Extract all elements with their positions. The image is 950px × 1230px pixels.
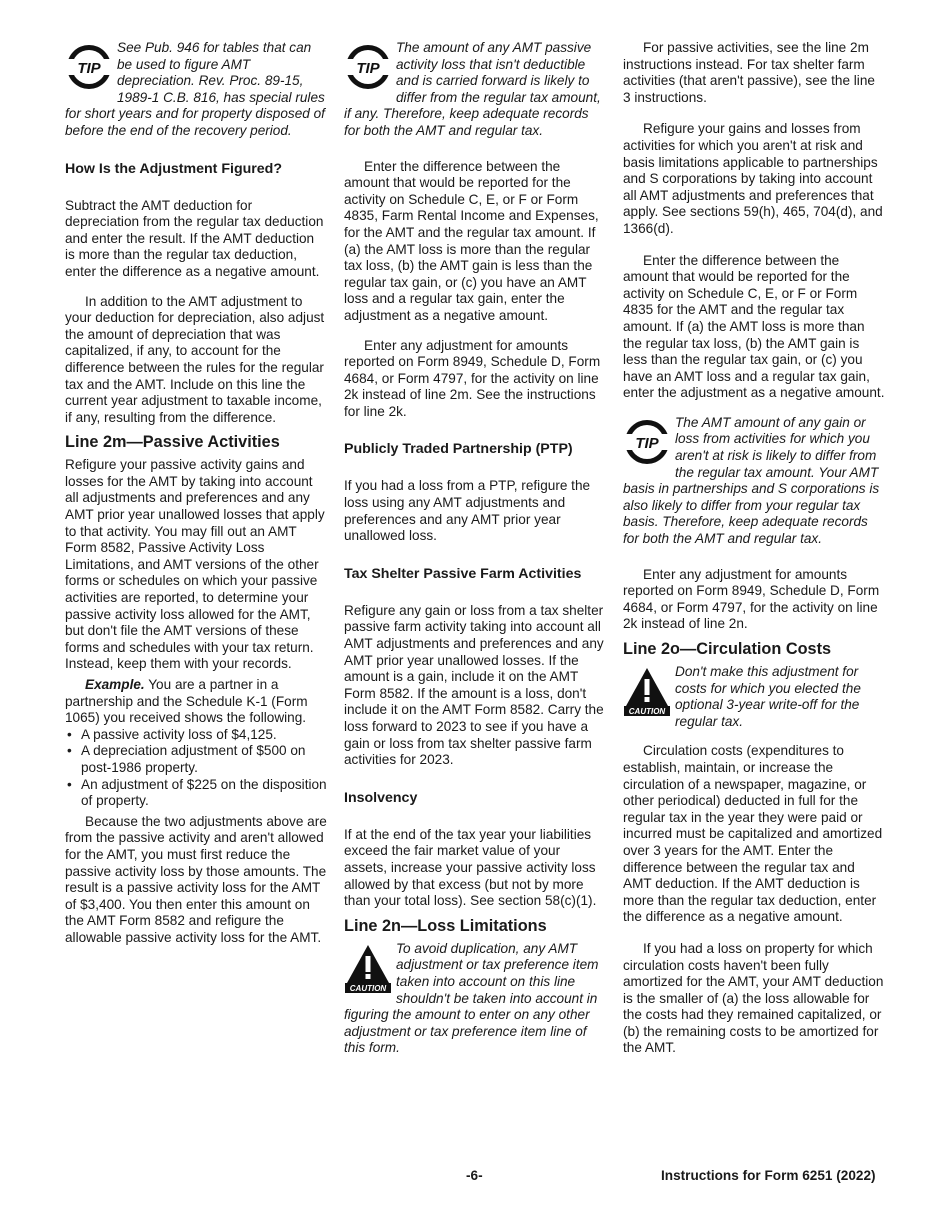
tip-note-passive-loss-records xyxy=(344,40,606,140)
paragraph: Enter any adjustment for amounts reported on Form 8949, Schedule D, Form 4684, or Form 4797, for the activity on line 2k instead of line 2n. xyxy=(623,566,880,632)
svg-text:TIP: TIP xyxy=(77,60,101,77)
footer-form-title: Instructions for Form 6251 (2022) xyxy=(661,1168,876,1183)
heading-tax-shelter-farm: Tax Shelter Passive Farm Activities xyxy=(344,565,582,582)
paragraph: If at the end of the tax year your liabilities exceed the fair market value of your assets, increase your passive activity loss allowed by that excess (but not by more than your total loss). See section 58(c)(1). xyxy=(344,826,597,909)
paragraph: Enter any adjustment for amounts reported on Form 8949, Schedule D, Form 4684, or Form 4797, for the activity on line 2k instead of line 2m. See the instructions for line 2k. xyxy=(344,337,601,419)
tip-note-at-risk-records xyxy=(623,415,885,548)
paragraph: If you had a loss on property for which circulation costs haven't been fully amortized for the AMT, your AMT deduction is the smaller of (a) the loss allowable for the costs had they remained capitalized, or (b) the remaining costs to be amortized for the AMT. xyxy=(623,940,884,1056)
heading-insolvency: Insolvency xyxy=(344,789,418,806)
caution-note-circulation xyxy=(623,664,885,730)
tip-icon xyxy=(623,417,671,467)
paragraph: For passive activities, see the line 2m instructions instead. For tax shelter farm activities (that aren't passive), see the line 3 instructions. xyxy=(623,40,875,105)
list-item: • An adjustment of $225 on the disposition of property. xyxy=(65,777,327,810)
tip-note-depreciation-tables xyxy=(65,40,327,140)
caution-icon xyxy=(344,943,392,993)
heading-line-2o: Line 2o—Circulation Costs xyxy=(623,640,832,658)
heading-ptp: Publicly Traded Partnership (PTP) xyxy=(344,441,573,458)
heading-line-2n: Line 2n—Loss Limitations xyxy=(344,916,547,935)
tip-icon xyxy=(65,42,113,92)
paragraph: In addition to the AMT adjustment to your deduction for depreciation, also adjust the amount of depreciation that was capitalized, if any, to account for the difference between the rules for the regular tax and the AMT. Include on this line the current year adjustment to taxable income, if any, resulting from the difference. xyxy=(65,293,325,425)
list-item: • A passive activity loss of $4,125. xyxy=(65,727,327,744)
page-number: -6- xyxy=(466,1168,483,1183)
tip-icon xyxy=(344,42,392,92)
paragraph: Refigure your gains and losses from activities for which you aren't at risk and basis limitations applicable to partnerships and S corporations by taking into account all AMT adjustments and preferences that apply. See sections 59(h), 465, 704(d), and 1366(d). xyxy=(623,121,883,236)
example-paragraph xyxy=(65,677,327,727)
svg-text:TIP: TIP xyxy=(635,434,659,452)
tip-text: The AMT amount of any gain or loss from activities for which you aren't at risk is likely to differ from the regular tax amount. Your AMT basis in partnerships and S corporations is also likely to differ from your regular tax basis. Therefore, keep adequate records for both the AMT and regular tax. xyxy=(623,414,880,547)
column-2 xyxy=(344,40,606,1070)
paragraph: Refigure your passive activity gains and losses for the AMT by taking into account all adjustments and preferences and any AMT prior year unallowed losses that apply to that activity. You may fill out an AMT Form 8582, Passive Activity Loss Limitations, and AMT versions of the other forms or schedules on which your passive activities are reported, to determine your passive activity loss allowed for the AMT, but don't file the AMT versions of these forms and schedules with your tax return. Instead, keep them with your records. xyxy=(65,457,325,672)
example-text: You are a partner in a partnership and the Schedule K-1 (Form 1065) you received shows the following. xyxy=(65,677,308,726)
list-item: • A depreciation adjustment of $500 on post-1986 property. xyxy=(65,743,327,776)
paragraph: Circulation costs (expenditures to establish, maintain, or increase the circulation of a newspaper, magazine, or other periodical) deducted in full for the regular tax in the year they were paid or incurred must be capitalized and amortized over 3 years for the AMT. Enter the difference between the regular tax and AMT deduction. If the AMT deduction is more than the regular tax deduction, enter the difference as a negative amount. xyxy=(623,743,883,925)
column-1 xyxy=(65,40,327,960)
svg-text:CAUTION: CAUTION xyxy=(349,983,387,993)
paragraph: Because the two adjustments above are from the passive activity and aren't allowed for the AMT, you must first reduce the passive activity loss by those amounts. The result is a passive activity loss for the AMT of $3,400. You then enter this amount on the AMT Form 8582 and refigure the allowable passive activity loss for the AMT. xyxy=(65,813,327,945)
paragraph: Enter the difference between the amount that would be reported for the activity on Schedule C, E, or F or Form 4835, Farm Rental Income and Expenses, for the AMT and the regular tax amount. If (a) the AMT loss is more than the regular tax loss, (b) the AMT gain is less than the regular tax gain, or (c) you have an AMT loss and a regular tax gain, enter the adjustment as a negative amount. xyxy=(344,158,599,323)
caution-icon xyxy=(623,666,671,716)
svg-text:TIP: TIP xyxy=(356,60,380,77)
example-bullet-list xyxy=(65,727,327,810)
column-3 xyxy=(623,40,885,1070)
example-label: Example. xyxy=(85,677,145,692)
paragraph: Enter the difference between the amount that would be reported for the activity on Schedule C, E, or F or Form 4835 for the AMT and the regular tax amount. If (a) the AMT loss is more than the regular tax loss, (b) the AMT gain is less than the regular tax gain, or (c) you have an AMT loss and a regular tax gain, enter the adjustment as a negative amount. xyxy=(623,252,885,401)
caution-text: To avoid duplication, any AMT adjustment or tax preference item taken into account on this line shouldn't be taken into account in figuring the amount to enter on any other adjustment or tax preference item line of this form. xyxy=(344,940,599,1056)
heading-line-2m: Line 2m—Passive Activities xyxy=(65,433,280,452)
svg-text:CAUTION: CAUTION xyxy=(628,707,666,716)
heading-how-adjustment-figured: How Is the Adjustment Figured? xyxy=(65,160,283,177)
caution-text: Don't make this adjustment for costs for which you elected the optional 3-year write-off for the regular tax. xyxy=(675,664,861,729)
tip-text: See Pub. 946 for tables that can be used to figure AMT depreciation. Rev. Proc. 89-15, 1989-1 C.B. 816, has special rules for short years and for property disposed of before the end of the recovery period. xyxy=(65,40,325,138)
tip-text: The amount of any AMT passive activity loss that isn't deductible and is carried forward is likely to differ from the regular tax amount, if any. Therefore, keep adequate records for both the AMT and regular tax. xyxy=(344,40,601,138)
paragraph: Subtract the AMT deduction for depreciation from the regular tax deduction and enter the result. If the AMT deduction is more than the regular tax deduction, enter the difference as a negative amount. xyxy=(65,197,324,279)
caution-note-duplication xyxy=(344,941,606,1057)
paragraph: If you had a loss from a PTP, refigure the loss using any AMT adjustments and preferences and any AMT prior year unallowed loss. xyxy=(344,478,591,544)
paragraph: Refigure any gain or loss from a tax shelter passive farm activity taking into account all AMT adjustments and preferences and any AMT prior year unallowed losses. If the amount is a gain, include it on the AMT Form 8582. If the amount is a loss, don't include it on the AMT Form 8582. Carry the loss forward to 2023 to see if you have a gain or loss from tax shelter passive farm activities for 2023. xyxy=(344,602,604,768)
